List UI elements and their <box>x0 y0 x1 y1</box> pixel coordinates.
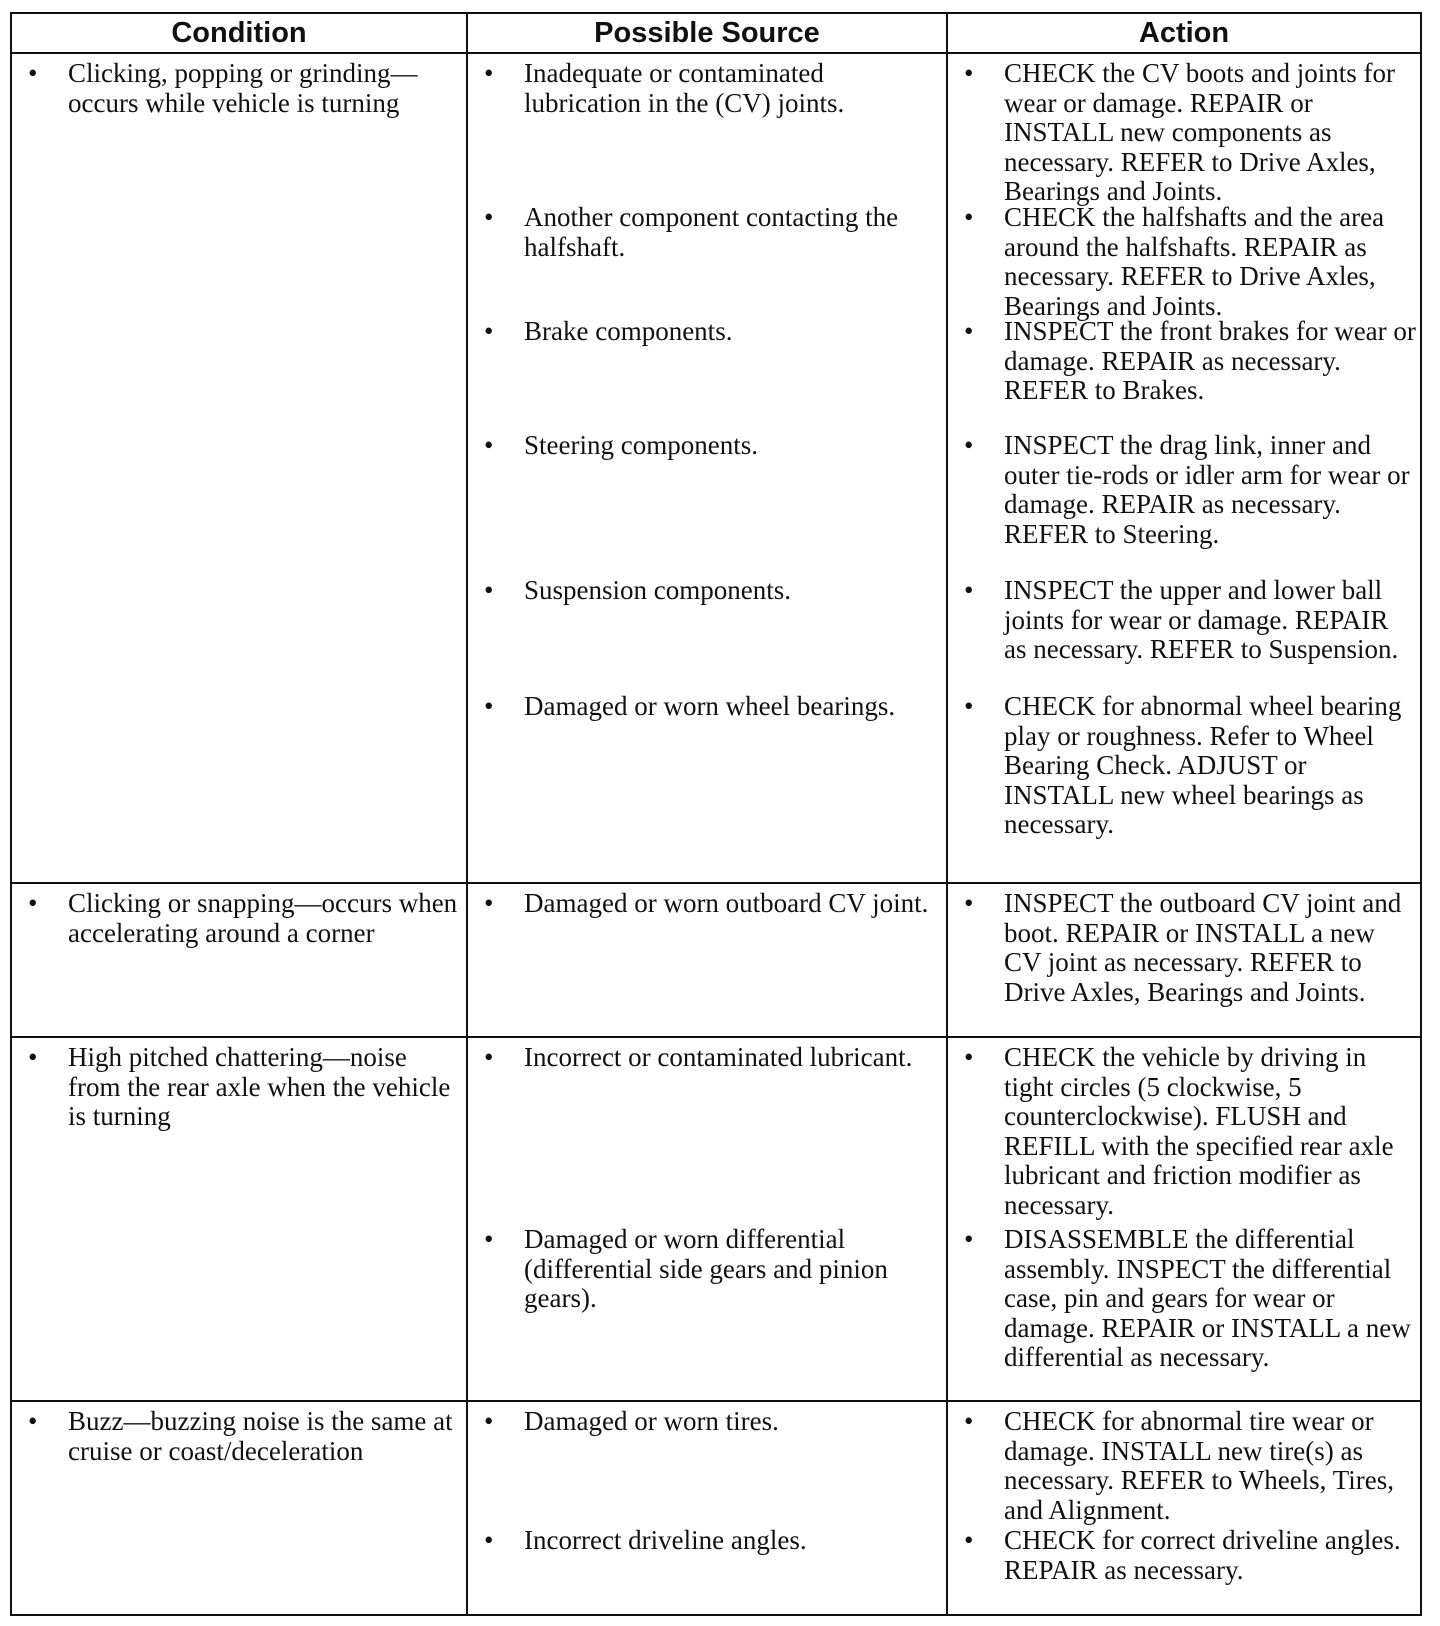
header-action: Action <box>947 13 1421 53</box>
condition-item <box>22 1043 462 1132</box>
action-text: INSPECT the upper and lower ball joints for wear or damage. REPAIR as necessary. REFER to Suspension. <box>1004 575 1399 664</box>
bullet-icon <box>484 1225 504 1255</box>
condition-text: Clicking or snapping—occurs when accelerating around a corner <box>68 888 458 948</box>
table-row <box>11 1401 1421 1615</box>
condition-cell <box>11 1401 467 1615</box>
bullet-icon <box>484 692 504 722</box>
diagnosis-table <box>10 12 1422 1616</box>
header-row <box>11 13 1421 53</box>
action-text: INSPECT the drag link, inner and outer tie-rods or idler arm for wear or damage. REPAIR as necessary. REFER to Steering. <box>1004 430 1410 549</box>
bullet-icon <box>484 431 504 461</box>
bullet-icon <box>964 889 984 919</box>
source-item <box>478 1043 942 1225</box>
bullet-icon <box>484 317 504 347</box>
source-item <box>478 1407 942 1526</box>
action-cell <box>947 1037 1421 1401</box>
action-text: INSPECT the outboard CV joint and boot. REPAIR or INSTALL a new CV joint as necessary. REFER to Drive Axles, Bearings and Joints. <box>1004 888 1402 1007</box>
condition-text: Clicking, popping or grinding—occurs while vehicle is turning <box>68 58 418 118</box>
source-item <box>478 203 942 317</box>
source-item <box>478 692 942 722</box>
source-text: Inadequate or contaminated lubrication in the (CV) joints. <box>524 58 845 118</box>
source-item <box>478 1526 942 1556</box>
source-cell <box>467 883 947 1037</box>
action-item <box>958 1043 1416 1225</box>
bullet-icon <box>484 1407 504 1437</box>
table-row <box>11 883 1421 1037</box>
source-item <box>478 889 942 919</box>
header-condition: Condition <box>11 13 467 53</box>
bullet-icon <box>484 59 504 89</box>
bullet-icon <box>964 692 984 722</box>
bullet-icon <box>484 1043 504 1073</box>
action-text: CHECK for abnormal tire wear or damage. INSTALL new tire(s) as necessary. REFER to Wheels, Tires, and Alignment. <box>1004 1406 1394 1525</box>
table-row <box>11 1037 1421 1401</box>
table-row <box>11 53 1421 883</box>
action-text: INSPECT the front brakes for wear or damage. REPAIR as necessary. REFER to Brakes. <box>1004 316 1416 405</box>
bullet-icon <box>964 1407 984 1437</box>
condition-text: High pitched chattering—noise from the rear axle when the vehicle is turning <box>68 1042 451 1131</box>
condition-cell <box>11 883 467 1037</box>
action-text: DISASSEMBLE the differential assembly. INSPECT the differential case, pin and gears for wear or damage. REPAIR or INSTALL a new differential as necessary. <box>1004 1224 1411 1372</box>
source-text: Suspension components. <box>524 575 791 605</box>
bullet-icon <box>964 1526 984 1556</box>
action-text: CHECK for correct driveline angles. REPAIR as necessary. <box>1004 1525 1401 1585</box>
source-item <box>478 59 942 203</box>
condition-item <box>22 889 462 948</box>
source-item <box>478 317 942 431</box>
action-item <box>958 692 1416 840</box>
bullet-icon <box>964 203 984 233</box>
bullet-icon <box>28 59 48 89</box>
bullet-icon <box>484 889 504 919</box>
action-item <box>958 1225 1416 1373</box>
bullet-icon <box>964 1225 984 1255</box>
source-text: Incorrect or contaminated lubricant. <box>524 1042 913 1072</box>
condition-text: Buzz—buzzing noise is the same at cruise or coast/deceleration <box>68 1406 453 1466</box>
source-text: Incorrect driveline angles. <box>524 1525 807 1555</box>
source-text: Another component contacting the halfshaft. <box>524 202 899 262</box>
source-text: Damaged or worn tires. <box>524 1406 779 1436</box>
condition-cell <box>11 1037 467 1401</box>
bullet-icon <box>28 1407 48 1437</box>
action-item <box>958 317 1416 431</box>
source-item <box>478 576 942 692</box>
action-cell <box>947 53 1421 883</box>
bullet-icon <box>484 203 504 233</box>
action-text: CHECK the vehicle by driving in tight circles (5 clockwise, 5 counterclockwise). FLUSH and REFILL with the specified rear axle lubricant and friction modifier as necessary. <box>1004 1042 1394 1220</box>
source-item <box>478 431 942 576</box>
header-possible-source: Possible Source <box>467 13 947 53</box>
action-cell <box>947 1401 1421 1615</box>
action-text: CHECK the halfshafts and the area around the halfshafts. REPAIR as necessary. REFER to Drive Axles, Bearings and Joints. <box>1004 202 1385 321</box>
source-text: Steering components. <box>524 430 758 460</box>
source-item <box>478 1225 942 1314</box>
bullet-icon <box>964 317 984 347</box>
condition-cell <box>11 53 467 883</box>
bullet-icon <box>964 576 984 606</box>
condition-item <box>22 1407 462 1466</box>
source-text: Damaged or worn differential (differential side gears and pinion gears). <box>524 1224 888 1313</box>
action-text: CHECK for abnormal wheel bearing play or roughness. Refer to Wheel Bearing Check. ADJUST or INSTALL new wheel bearings as necessary. <box>1004 691 1402 839</box>
bullet-icon <box>964 59 984 89</box>
action-item <box>958 431 1416 576</box>
action-item <box>958 1407 1416 1526</box>
source-text: Damaged or worn wheel bearings. <box>524 691 896 721</box>
source-cell <box>467 1401 947 1615</box>
action-item <box>958 576 1416 692</box>
action-item <box>958 202 1416 321</box>
bullet-icon <box>964 431 984 461</box>
bullet-icon <box>964 1043 984 1073</box>
condition-item <box>22 59 462 118</box>
bullet-icon <box>484 1526 504 1556</box>
source-text: Damaged or worn outboard CV joint. <box>524 888 929 918</box>
action-text: CHECK the CV boots and joints for wear or damage. REPAIR or INSTALL new components as necessary. REFER to Drive Axles, Bearings and Joints. <box>1004 58 1395 206</box>
bullet-icon <box>28 1043 48 1073</box>
source-text: Brake components. <box>524 316 733 346</box>
bullet-icon <box>28 889 48 919</box>
action-item <box>958 1526 1416 1585</box>
bullet-icon <box>484 576 504 606</box>
action-item <box>958 889 1416 1007</box>
source-cell <box>467 1037 947 1401</box>
action-cell <box>947 883 1421 1037</box>
action-item <box>958 58 1416 206</box>
source-cell <box>467 53 947 883</box>
